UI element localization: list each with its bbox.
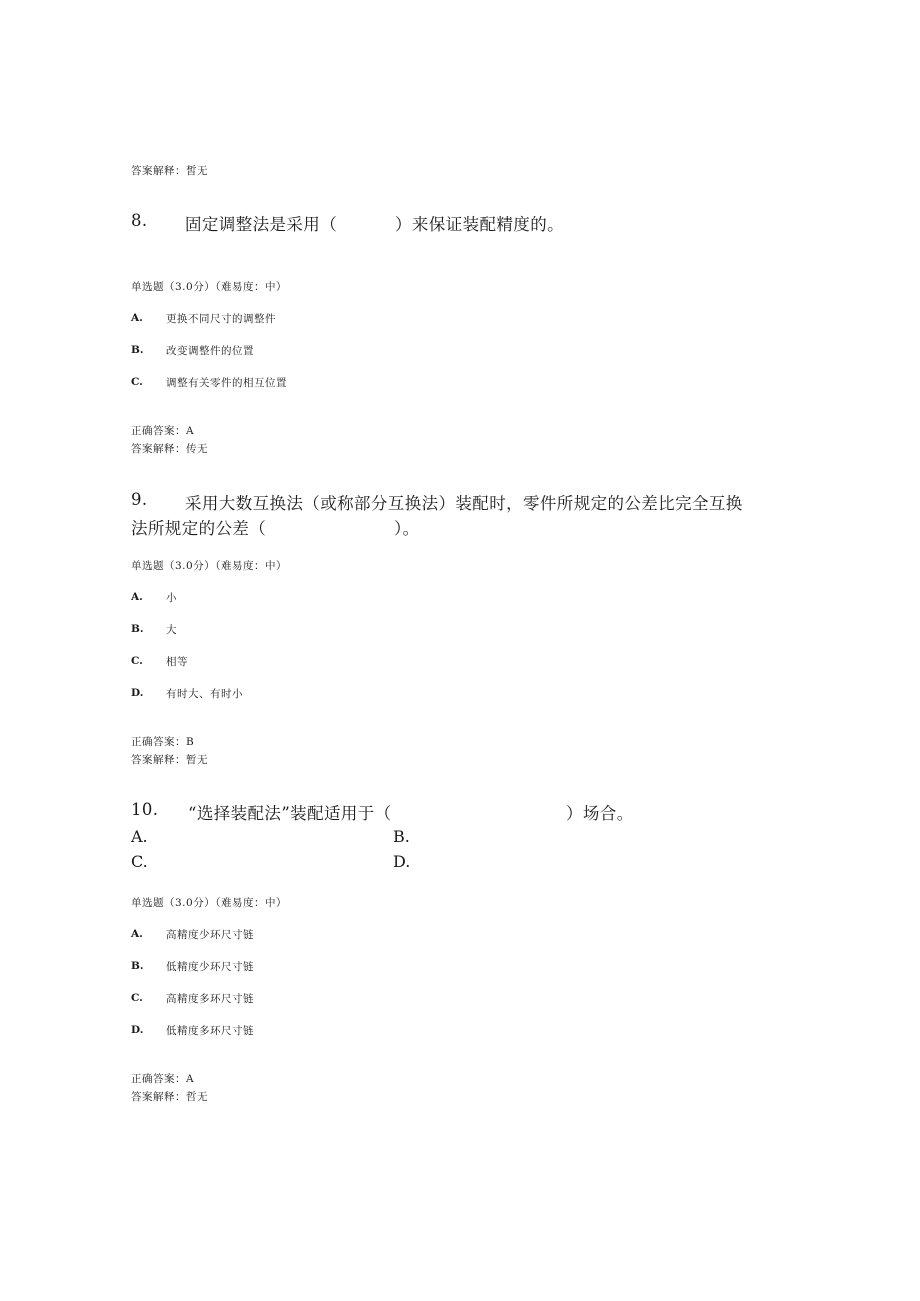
option-text[interactable]: 高精度少环尺寸链 xyxy=(166,929,254,941)
option-text[interactable]: 有时大、有时小 xyxy=(166,688,243,700)
question-stem-line1: 采用大数互换法（或称部分互换法）装配时，零件所规定的公差比完全互换 xyxy=(185,494,743,513)
question-meta: 单选题（3.0分）（难易度：中） xyxy=(131,281,287,293)
option-letter: A. xyxy=(131,928,143,940)
big-option-letter: C. xyxy=(131,852,148,871)
option-letter: C. xyxy=(131,376,143,388)
question-number: 10. xyxy=(131,800,159,819)
option-text[interactable]: 相等 xyxy=(166,656,188,668)
option-letter: A. xyxy=(131,591,143,603)
option-letter: D. xyxy=(131,687,144,699)
option-text[interactable]: 改变调整件的位置 xyxy=(166,345,254,357)
option-text[interactable]: 低精度少环尺寸链 xyxy=(166,961,254,973)
question-stem-line2-start: 法所规定的公差（ xyxy=(131,519,267,538)
option-text[interactable]: 高精度多环尺寸链 xyxy=(166,993,254,1005)
big-option-letter: D. xyxy=(393,852,411,871)
correct-answer: 正确答案：A xyxy=(131,425,195,437)
option-letter: B. xyxy=(131,344,144,356)
correct-answer: 正确答案：B xyxy=(131,736,195,748)
big-option-letter: B. xyxy=(393,827,410,846)
big-option-letter: A. xyxy=(131,827,148,846)
question-number: 8. xyxy=(131,211,148,230)
option-text[interactable]: 小 xyxy=(166,592,177,604)
option-text[interactable]: 低精度多环尺寸链 xyxy=(166,1025,254,1037)
question-stem-end: ）来保证装配精度的。 xyxy=(395,215,564,234)
option-text[interactable]: 更换不同尺寸的调整件 xyxy=(166,313,276,325)
explanation-text: 答案解释：皙无 xyxy=(131,165,208,177)
question-stem-start: “选择装配法”装配适用于（ xyxy=(188,804,392,823)
option-letter: B. xyxy=(131,623,144,635)
question-stem-start: 固定调整法是采用（ xyxy=(185,215,338,234)
explanation-text: 答案解释：传无 xyxy=(131,443,208,455)
correct-answer: 正确答案：A xyxy=(131,1073,195,1085)
option-letter: C. xyxy=(131,655,143,667)
question-stem-end: ）场合。 xyxy=(566,804,634,823)
explanation-text: 答案解释：暂无 xyxy=(131,754,208,766)
question-number: 9. xyxy=(131,490,148,509)
option-text[interactable]: 调整有关零件的相互位置 xyxy=(166,377,287,389)
explanation-text: 答案解释：哲无 xyxy=(131,1091,208,1103)
option-letter: A. xyxy=(131,312,143,324)
option-text[interactable]: 大 xyxy=(166,624,177,636)
question-meta: 单选题（3.0分）（难易度：中） xyxy=(131,560,287,572)
option-letter: C. xyxy=(131,992,143,1004)
option-letter: D. xyxy=(131,1024,144,1036)
question-meta: 单选题（3.0分）（难易度：中） xyxy=(131,897,287,909)
question-stem-line2-end: ）。 xyxy=(394,519,420,538)
option-letter: B. xyxy=(131,960,144,972)
